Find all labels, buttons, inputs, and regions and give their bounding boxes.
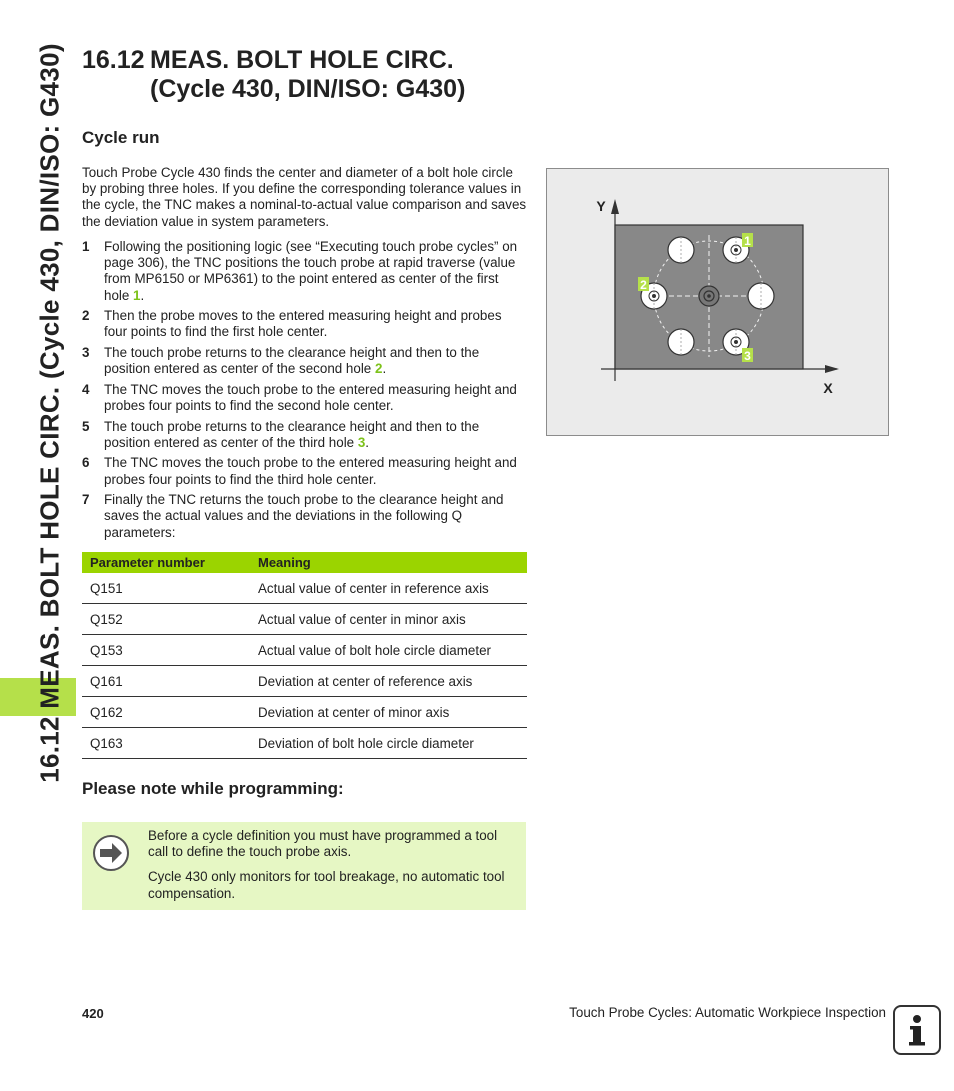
step-item [82,239,527,304]
bolt-hole-figure [546,168,889,436]
step-number: 1 [82,239,90,254]
x-axis-label: X [823,380,833,396]
hole-reference: 3 [357,434,366,450]
table-row [82,728,527,759]
parameter-cell: Q153 [82,635,250,666]
step-item [82,382,527,414]
section-number: 16.12 [82,46,145,74]
side-tab [0,0,76,1091]
table-row [82,573,527,604]
meaning-cell: Deviation at center of minor axis [250,697,527,728]
step-list [82,239,527,545]
column-header-meaning: Meaning [250,552,527,573]
step-text: The touch probe returns to the clearance height and then to the position entered as center of the third hole [104,418,480,450]
cycle-run-heading: Cycle run [82,128,160,147]
section-title-line1: MEAS. BOLT HOLE CIRC. [150,46,454,74]
step-text-end: . [365,434,370,450]
note-text: Cycle 430 only monitors for tool breakage, no automatic tool compensation. [148,869,505,901]
arrow-right-icon [92,834,130,872]
y-axis-arrow-icon [611,199,619,214]
parameter-cell: Q162 [82,697,250,728]
table-row [82,666,527,697]
hole-label-2: 2 [640,278,647,292]
section-heading [82,46,465,104]
x-axis-arrow-icon [825,365,839,373]
footer-title: Touch Probe Cycles: Automatic Workpiece Inspection [569,1005,886,1020]
programming-heading: Please note while programming: [82,779,344,798]
table-row [82,697,527,728]
step-text: Then the probe moves to the entered measuring height and probes four points to find the first hole center. [104,308,502,340]
section-title-line2: (Cycle 430, DIN/ISO: G430) [150,75,466,103]
hole-reference: 2 [374,361,383,377]
note-text: Before a cycle definition you must have programmed a tool call to define the touch probe axis. [148,828,498,860]
step-number: 2 [82,308,90,324]
step-item [82,419,527,451]
step-number: 3 [82,345,90,360]
side-tab-label: 16.12 MEAS. BOLT HOLE CIRC. (Cycle 430, DIN/ISO: G430) [34,43,65,783]
meaning-cell: Deviation at center of reference axis [250,666,527,697]
info-icon [893,1005,941,1055]
bolt-hole-diagram [547,169,888,435]
meaning-cell: Actual value of center in reference axis [250,573,527,604]
y-axis-label: Y [596,198,606,214]
hole-label-1: 1 [744,234,751,248]
step-item [82,455,527,487]
parameter-cell: Q151 [82,573,250,604]
step-number: 7 [82,492,90,508]
step-item [82,492,527,541]
step-number: 6 [82,455,90,471]
table-row [82,604,527,635]
step-item [82,308,527,340]
step-text: The touch probe returns to the clearance height and then to the position entered as center of the second hole [104,345,480,377]
step-number: 5 [82,418,90,434]
parameter-cell: Q161 [82,666,250,697]
table-header-row [82,552,527,573]
note-box [82,822,526,910]
hole-label-3: 3 [744,349,751,363]
cycle-run-intro: Touch Probe Cycle 430 finds the center and diameter of a bolt hole circle by probing three holes. If you define the corresponding tolerance values in the cycle, the TNC makes a nominal-to-actual value comparison and saves the deviation value in system parameters. [82,165,527,229]
parameter-cell: Q163 [82,728,250,759]
table-row [82,635,527,666]
step-text: The TNC moves the touch probe to the entered measuring height and probes four points to find the third hole center. [104,455,517,487]
step-number: 4 [82,381,90,397]
hole-reference: 1 [133,287,141,303]
step-text-end: . [140,287,145,303]
step-text: Finally the TNC returns the touch probe to the clearance height and saves the actual values and the deviations in the following Q parameters: [104,492,504,540]
step-text: The TNC moves the touch probe to the entered measuring height and probes four points to find the second hole center. [104,381,517,413]
meaning-cell: Actual value of bolt hole circle diameter [250,635,527,666]
parameter-table [82,552,527,759]
step-text-end: . [382,361,387,377]
parameter-cell: Q152 [82,604,250,635]
meaning-cell: Actual value of center in minor axis [250,604,527,635]
step-text: Following the positioning logic (see “Executing touch probe cycles” on page 306), the TNC positions the touch probe at rapid traverse (value from MP6150 or MP6361) to the point entered as center of the first hole [104,239,518,303]
column-header-parameter: Parameter number [82,552,250,573]
step-item [82,345,527,377]
page-number: 420 [82,1006,104,1021]
meaning-cell: Deviation of bolt hole circle diameter [250,728,527,759]
